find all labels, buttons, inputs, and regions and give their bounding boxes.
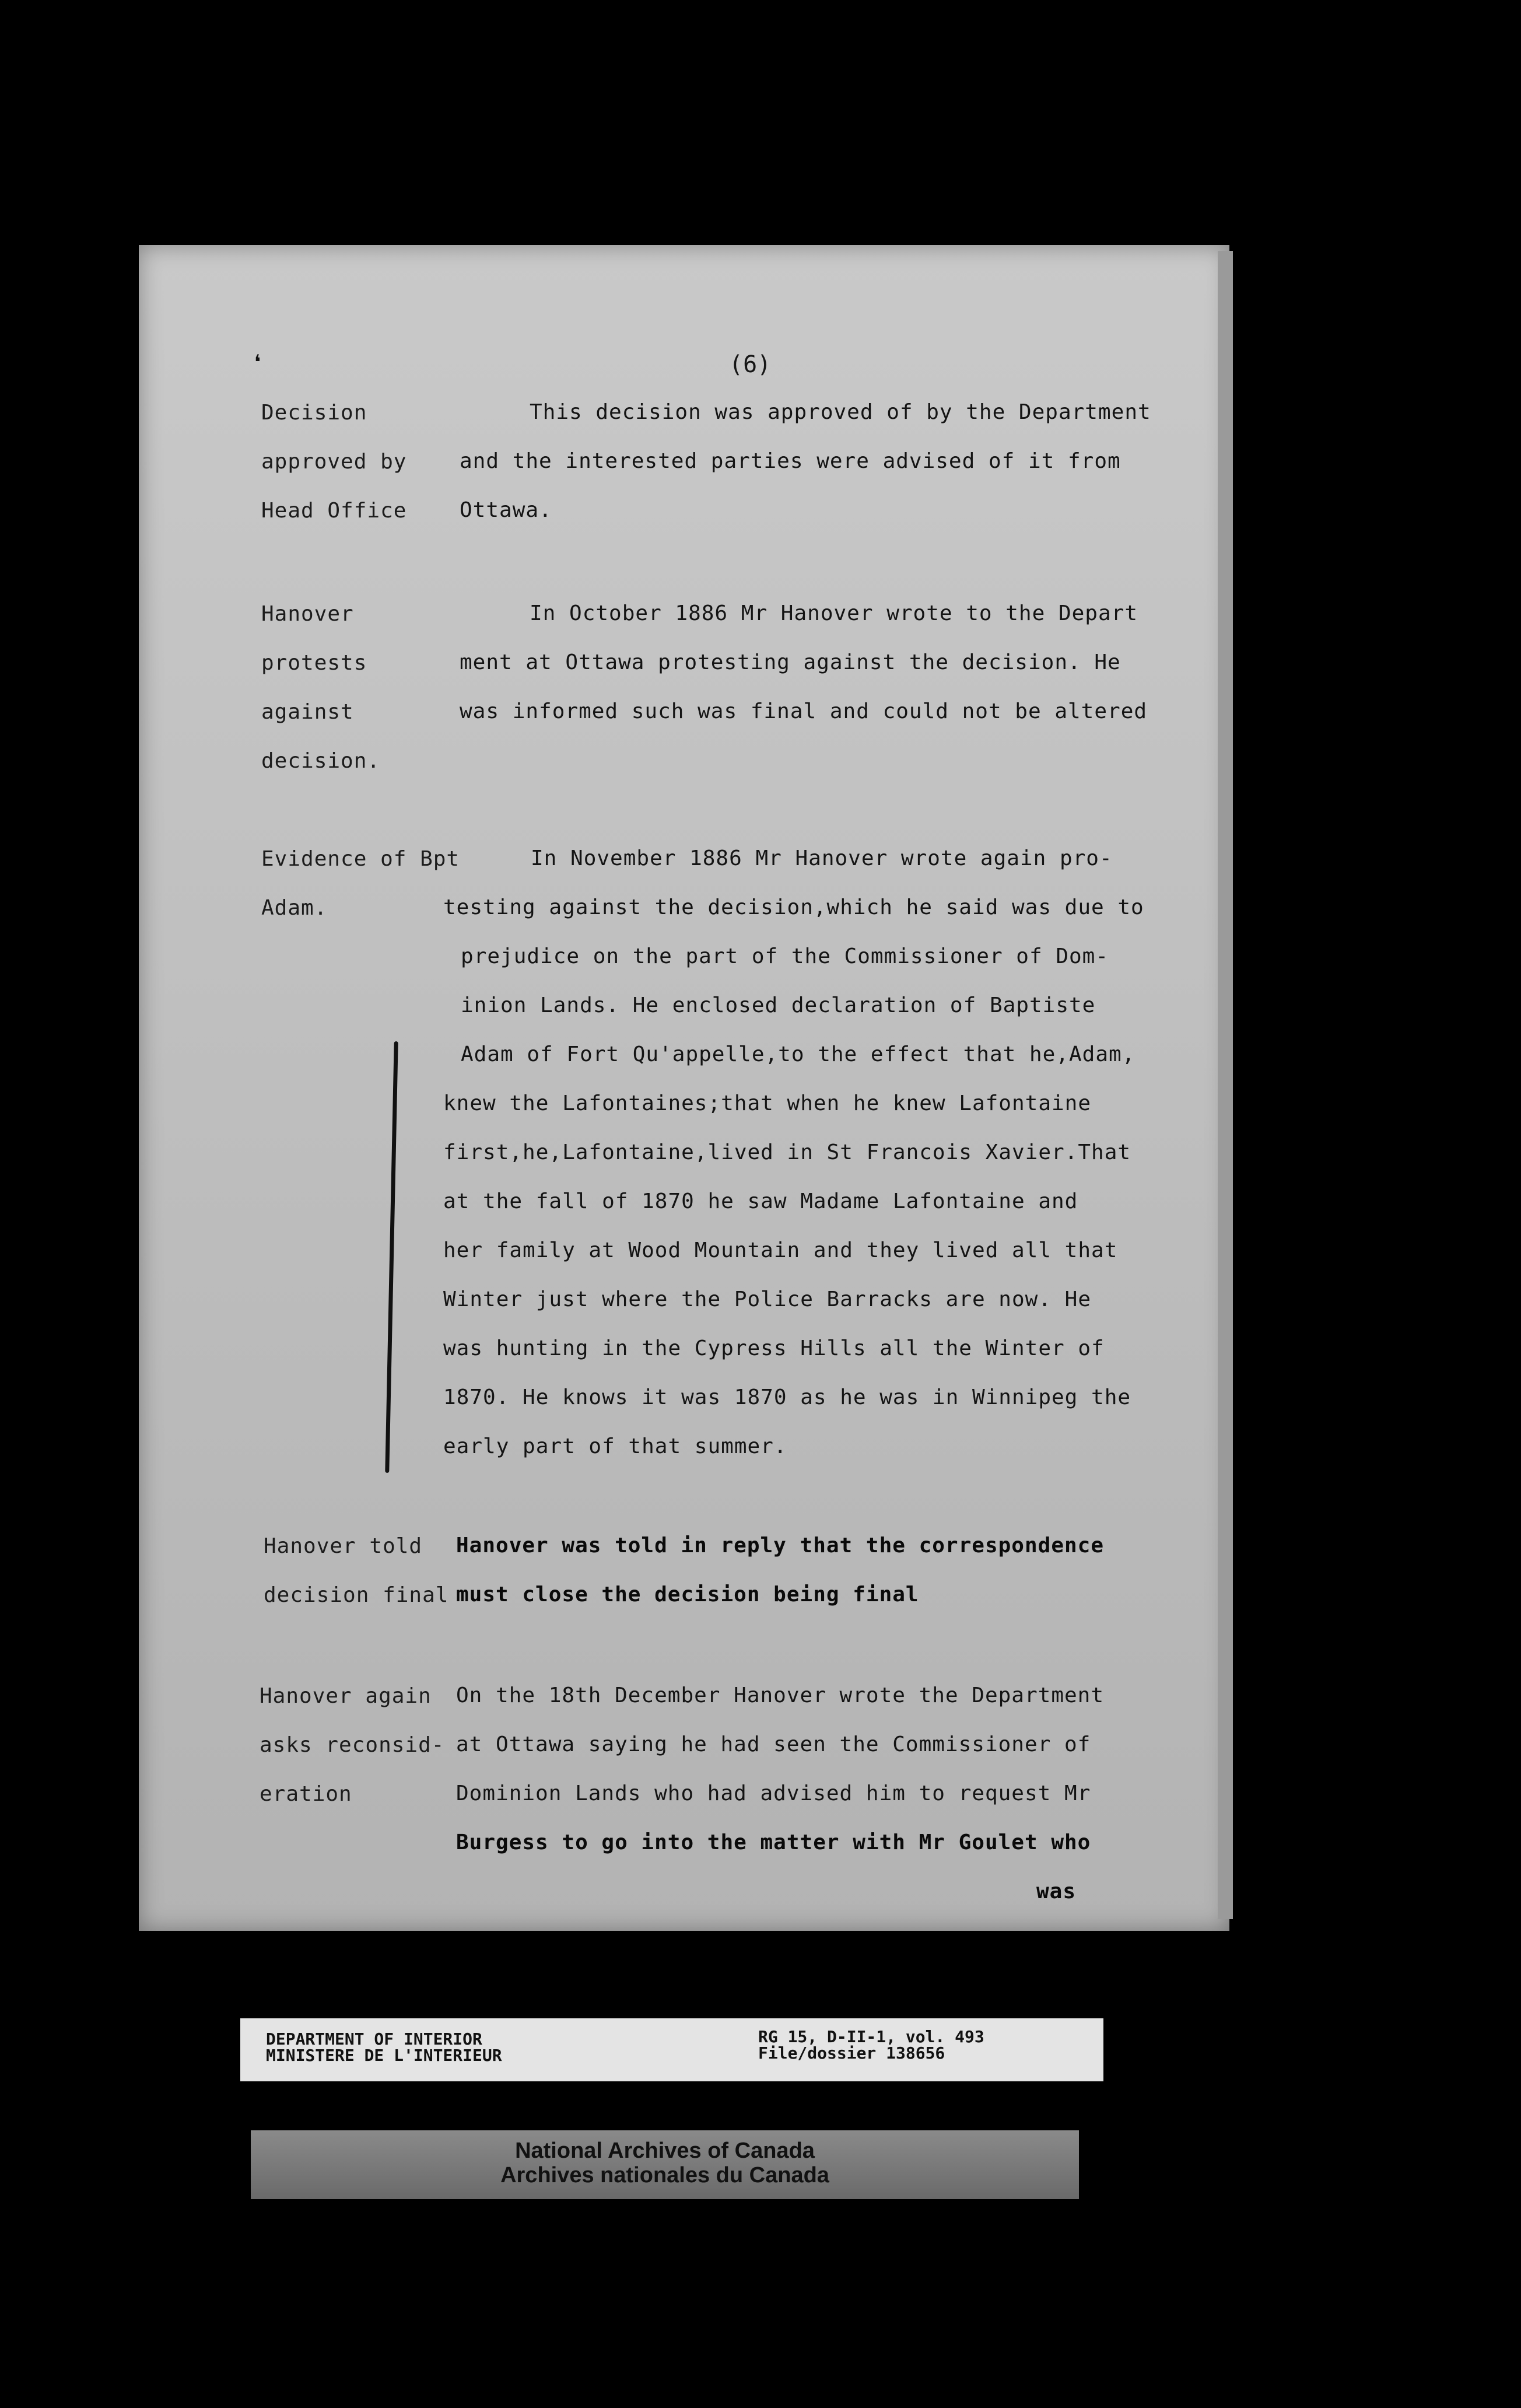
margin-note-evidence: Evidence of Bpt Adam. bbox=[261, 847, 460, 920]
margin-note-approved: Decision approved by Head Office bbox=[261, 401, 407, 523]
archives-fr: Archives nationales du Canada bbox=[500, 2163, 829, 2188]
department-en: DEPARTMENT OF INTERIOR bbox=[266, 2029, 482, 2049]
paragraph-approved: This decision was approved of by the Department and the interested parties were advised of it from Ottawa. bbox=[460, 400, 1151, 522]
archives-watermark bbox=[251, 2130, 1079, 2199]
paragraph-told: Hanover was told in reply that the correspondence must close the decision being final bbox=[456, 1534, 1105, 1606]
file-number: File/dossier 138656 bbox=[758, 2043, 945, 2063]
paragraph-protests: In October 1886 Mr Hanover wrote to the Depart ment at Ottawa protesting against the decision. He was informed such was final and could not be altered bbox=[460, 601, 1148, 723]
archive-label bbox=[240, 2018, 1103, 2081]
margin-note-told: Hanover told decision final bbox=[264, 1534, 449, 1607]
archives-en: National Archives of Canada bbox=[515, 2138, 815, 2163]
record-group: RG 15, D-II-1, vol. 493 bbox=[758, 2027, 984, 2046]
department-names bbox=[266, 2031, 502, 2064]
margin-note-reconsider: Hanover again asks reconsid- eration bbox=[260, 1684, 445, 1806]
ink-mark-icon: ❛ bbox=[250, 349, 266, 380]
margin-note-protests: Hanover protests against decision. bbox=[261, 602, 381, 773]
file-reference bbox=[758, 2029, 984, 2062]
page-edge bbox=[1218, 251, 1233, 1919]
department-fr: MINISTERE DE L'INTERIEUR bbox=[266, 2046, 502, 2065]
page-number: (6) bbox=[729, 351, 772, 378]
paragraph-evidence: In November 1886 Mr Hanover wrote again pro- testing against the decision,which he said was due to prejudice on the part of the Commissioner of Dom- inion Lands. He enclosed declaration of Baptiste Adam of Fort Qu'appelle,to the effect that he,Adam, knew the Lafontaines;that when he knew Lafontaine first,he,Lafontaine,lived in St Francois Xavier.That at the fall of 1870 he saw Madame Lafontaine and her family at Wood Mountain and they lived all that Winter just where the Police Barracks are now. He was hunting in the Cypress Hills all the Winter of 1870. He knows it was 1870 as he was in Winnipeg the early part of that summer. bbox=[443, 846, 1144, 1458]
paragraph-reconsider: On the 18th December Hanover wrote the Department at Ottawa saying he had seen the Commissioner of Dominion Lands who had advised him to request Mr Burgess to go into the matter with Mr Goulet who was bbox=[456, 1684, 1105, 1903]
